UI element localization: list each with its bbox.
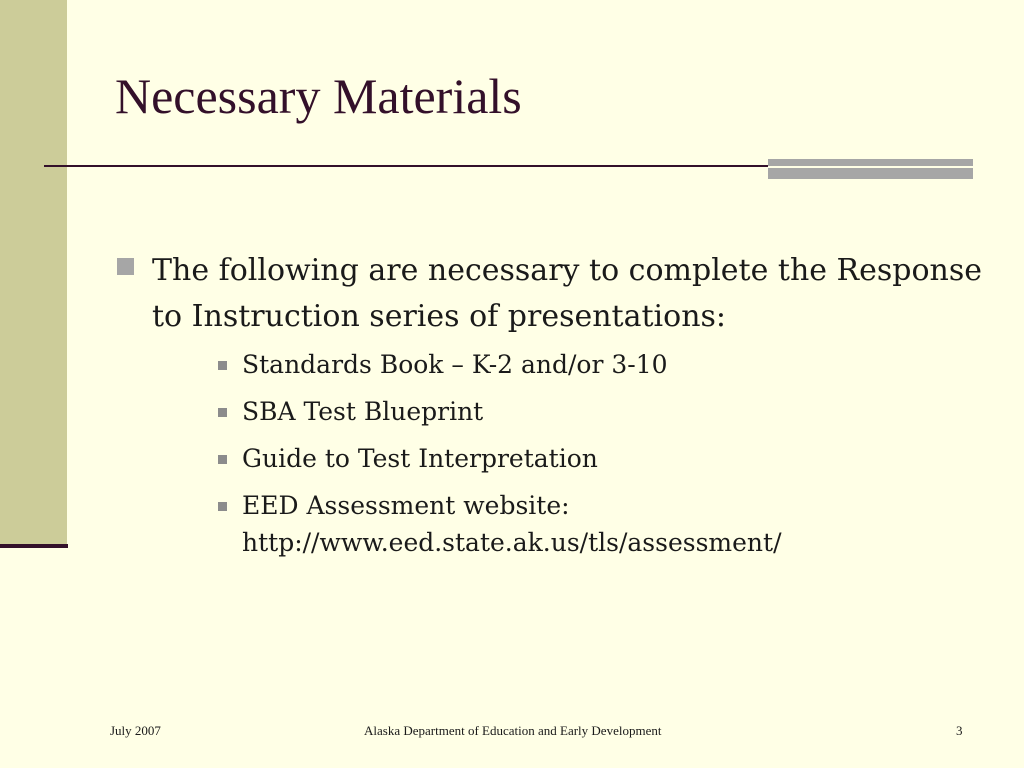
intro-bullet [112,248,992,340]
title-divider-accent-bar [768,159,973,179]
small-square-bullet-icon [218,408,227,417]
footer-date: July 2007 [110,723,161,738]
list-item [218,487,992,561]
list-item-text: Guide to Test Interpretation [242,444,598,473]
intro-bullet-text: The following are necessary to complete the Response to Instruction series of presentations: [152,253,983,334]
list-item-text: EED Assessment website: http://www.eed.state.ak.us/tls/assessment/ [242,491,782,557]
list-item [218,346,992,383]
list-item [218,393,992,430]
list-item [218,440,992,477]
small-square-bullet-icon [218,502,227,511]
list-item-text: SBA Test Blueprint [242,397,484,426]
left-decorative-band [0,0,67,545]
small-square-bullet-icon [218,455,227,464]
square-bullet-icon [117,258,134,275]
slide-title: Necessary Materials [115,68,522,124]
left-accent-line [0,544,68,548]
list-item-text: Standards Book – K-2 and/or 3-10 [242,350,668,379]
footer-page-number: 3 [956,723,963,738]
materials-list [218,346,992,561]
slide-content [112,248,992,571]
small-square-bullet-icon [218,361,227,370]
footer-organization: Alaska Department of Education and Early Development [364,723,662,738]
